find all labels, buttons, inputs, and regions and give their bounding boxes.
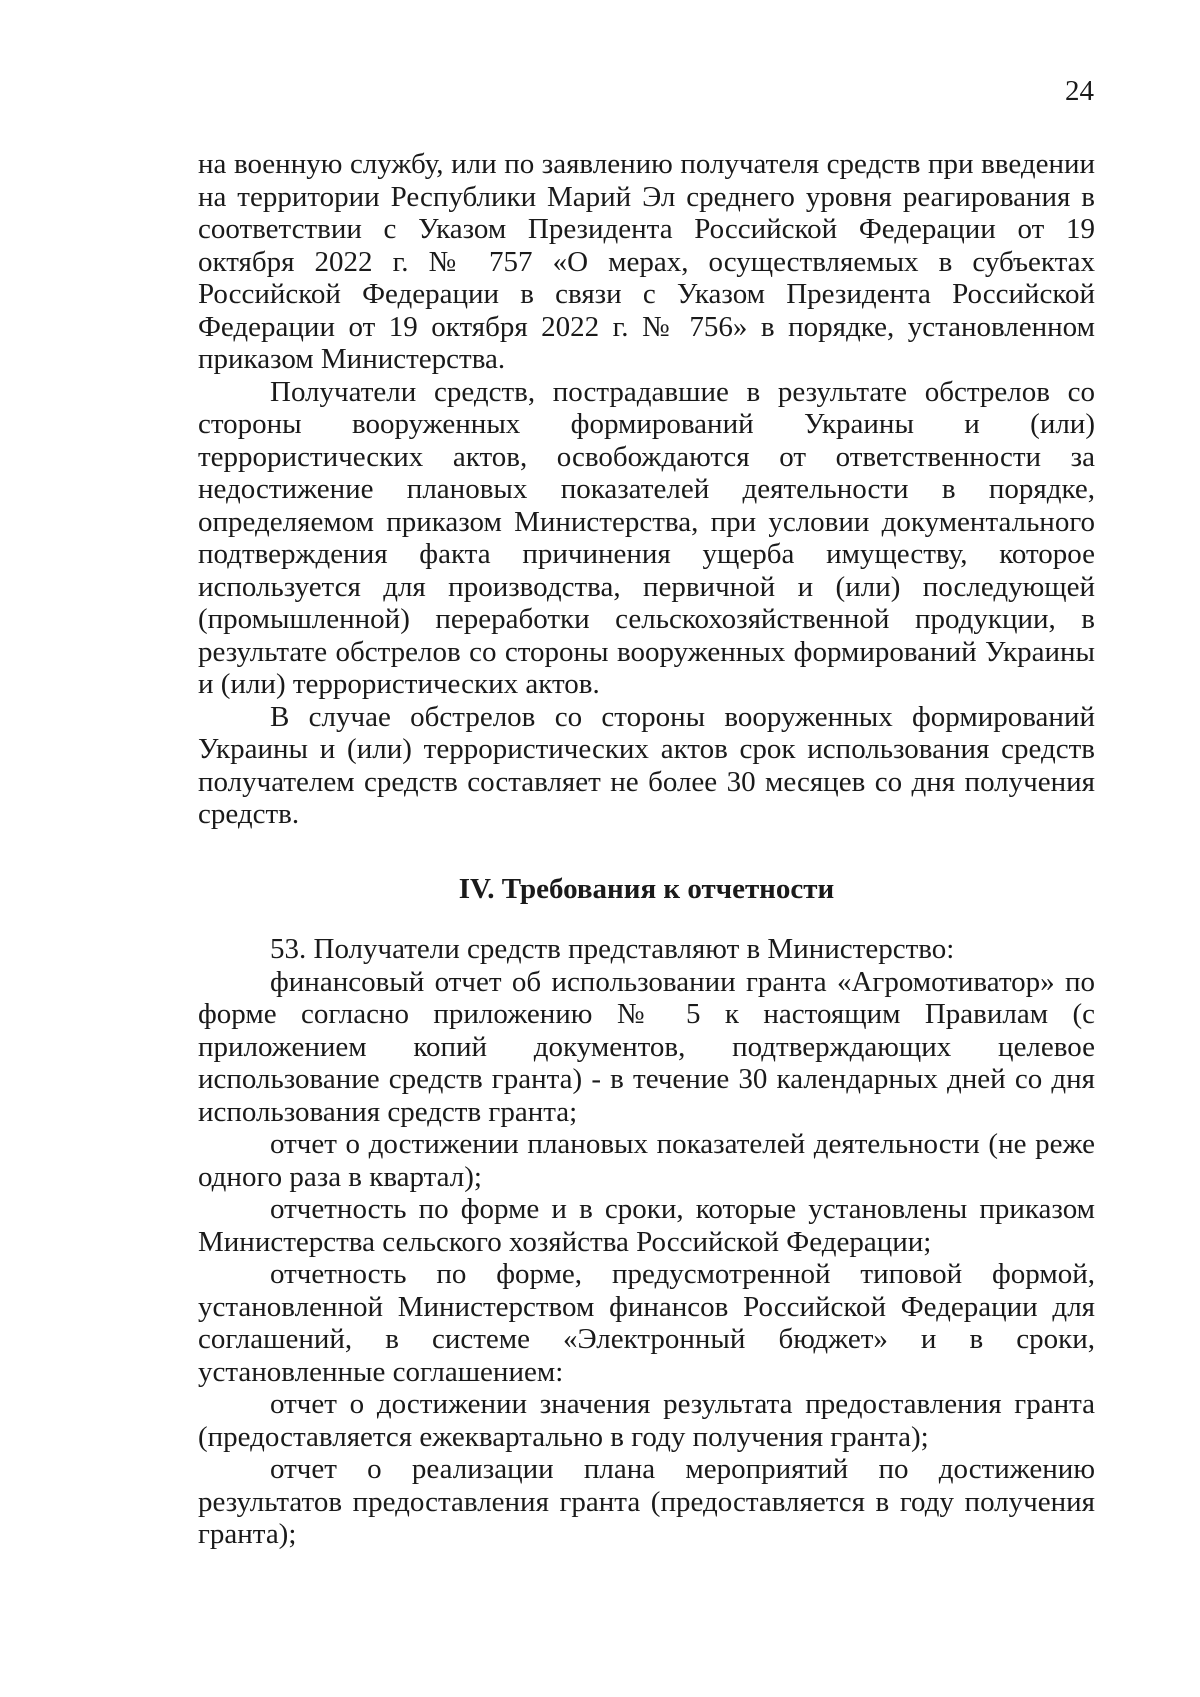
paragraph-plan-indicators-report: отчет о достижении плановых показателей деятельности (не реже одного раза в квартал);: [198, 1128, 1095, 1193]
paragraph-continuation: на военную службу, или по заявлению получателя средств при введении на территории Республики Марий Эл среднего уровня реагирования в соответствии с Указом Президента Российской Федерации от 19 октября 2022 г. № 757 «О мерах, осуществляемых в субъектах Российской Федерации в связи с Указом Президента Российской Федерации от 19 октября 2022 г. № 756» в порядке, установленном приказом Министерства.: [198, 148, 1095, 375]
paragraph-result-report: отчет о достижении значения результата предоставления гранта (предоставляется ежеквартально в году получения гранта);: [198, 1388, 1095, 1453]
paragraph-usage-term: В случае обстрелов со стороны вооруженных формирований Украины и (или) террористических актов срок использования средств получателем средств составляет не более 30 месяцев со дня получения средств.: [198, 700, 1095, 830]
section-heading: IV. Требования к отчетности: [458, 873, 835, 905]
paragraph-item-53: 53. Получатели средств представляют в Министерство:: [270, 933, 955, 965]
paragraph-action-plan-report: отчет о реализации плана мероприятий по достижению результатов предоставления гранта (предоставляется в году получения гранта);: [198, 1453, 1095, 1550]
paragraph-damage-exemption: Получатели средств, пострадавшие в результате обстрелов со стороны вооруженных формирований Украины и (или) террористических актов, освобождаются от ответственности за недостижение плановых показателей деятельности в порядке, определяемом приказом Министерства, при условии документального подтверждения факта причинения ущерба имуществу, которое используется для производства, первичной и (или) последующей (промышленной) переработки сельскохозяйственной продукции, в результате обстрелов со стороны вооруженных формирований Украины и (или) террористических актов.: [198, 375, 1095, 700]
paragraph-ministry-reporting: отчетность по форме и в сроки, которые установлены приказом Министерства сельского хозяйства Российской Федерации;: [198, 1193, 1095, 1258]
body-text-top: [198, 148, 1095, 831]
paragraph-electronic-budget-reporting: отчетность по форме, предусмотренной типовой формой, установленной Министерством финансов Российской Федерации для соглашений, в системе «Электронный бюджет» и в сроки, установленные соглашением:: [198, 1258, 1095, 1388]
page-number: 24: [1065, 75, 1094, 107]
body-text-bottom: [198, 933, 1095, 1551]
paragraph-financial-report: финансовый отчет об использовании гранта «Агромотиватор» по форме согласно приложению № 5 к настоящим Правилам (с приложением копий документов, подтверждающих целевое использование средств гранта) - в течение 30 календарных дней со дня использования средств гранта;: [198, 965, 1095, 1128]
